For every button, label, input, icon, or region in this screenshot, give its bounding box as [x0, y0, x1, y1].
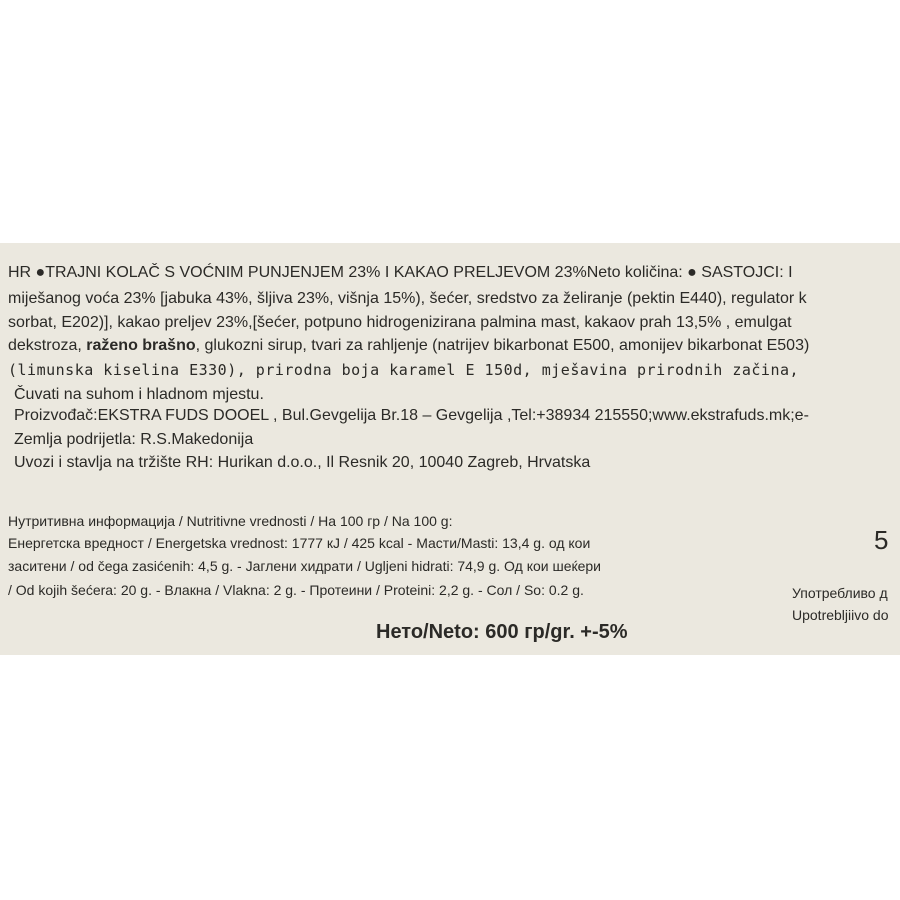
use-by-sr: Upotrebljiivo do [792, 607, 889, 623]
ingredients-line-5: (limunska kiselina E330), prirodna boja karamel E 150d, mješavina prirodnih začina, [8, 361, 800, 379]
nutrition-heading: Нутритивна информација / Nutritivne vrednosti / На 100 гр / Na 100 g: [8, 513, 453, 529]
rye-flour-bold: raženo brašno [86, 337, 196, 354]
ingredients-line-4-end: , glukozni sirup, tvari za rahljenje (natrijev bikarbonat E500, amonijev bikarbonat E503) [195, 337, 810, 354]
use-by-mk: Употребливо д [792, 585, 888, 601]
side-digit: 5 [874, 525, 889, 555]
ingredients-line-2: miješanog voća 23% [jabuka 43%, šljiva 23%, višnja 15%), šećer, sredstvo za želiranje (pektin E440), regulator k [8, 290, 807, 307]
nutrition-energy-fat: Енергетска вредност / Energetska vrednost: 1777 кЈ / 425 kcal - Масти/Masti: 13,4 g. од кои [8, 535, 591, 551]
importer-info: Uvozi i stavlja na tržište RH: Hurikan d.o.o., Il Resnik 20, 10040 Zagreb, Hrvatska [14, 454, 591, 471]
nutrition-saturated-carbs: заситени / od čega zasićenih: 4,5 g. - Јаглени хидрати / Ugljeni hidrati: 74,9 g. Од кои шеќери [8, 558, 602, 574]
storage-instructions: Čuvati na suhom i hladnom mjestu. [14, 386, 264, 403]
ingredients-line-3: sorbat, E202)], kakao preljev 23%,[šećer, potpuno hidrogenizirana palmina mast, kakaov prah 13,5% , emulgat [8, 314, 792, 331]
net-weight: Нето/Neto: 600 гр/gr. +-5% [376, 621, 628, 643]
ingredients-line-4-start: dekstroza, [8, 337, 87, 354]
product-label [0, 243, 900, 655]
nutrition-sugar-fiber-protein-salt: / Od kojih šećera: 20 g. - Влакна / Vlakna: 2 g. - Протеини / Proteini: 2,2 g. - Сол / So: 0.2 g. [8, 582, 584, 598]
producer-info: Proizvođač:EKSTRA FUDS DOOEL , Bul.Gevgelija Br.18 – Gevgelija ,Tel:+38934 215550;www.ekstrafuds.mk;e- [14, 407, 809, 424]
ingredients-line-4 [8, 337, 809, 355]
country-of-origin: Zemlja podrijetla: R.S.Makedonija [14, 431, 254, 448]
ingredients-title-line: HR ●TRAJNI KOLAČ S VOĆNIM PUNJENJEM 23% I KAKAO PRELJEVOM 23%Neto količina: ● SASTOJCI: I [8, 264, 793, 281]
